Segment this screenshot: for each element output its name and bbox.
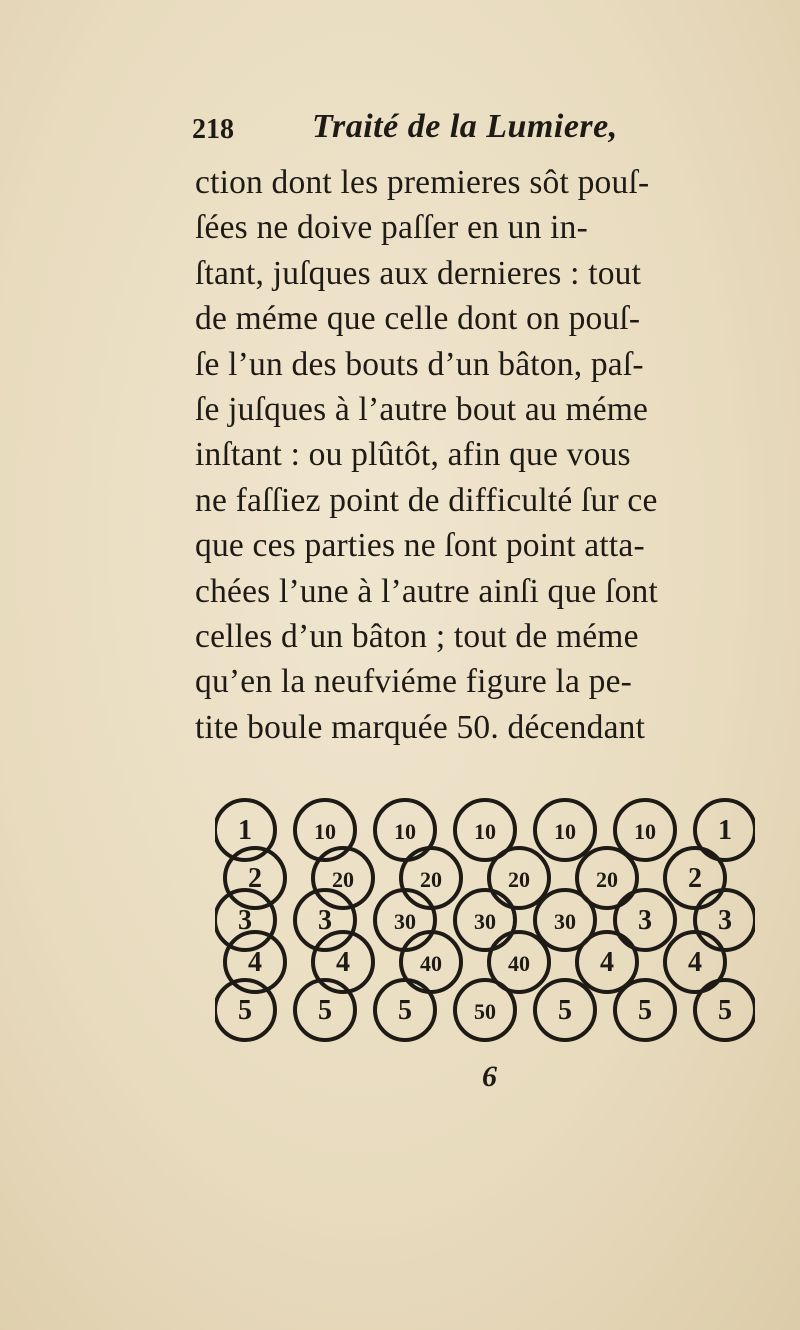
ball-5 [615,980,675,1040]
text-line: celles d’un bâton ; tout de méme [195,617,639,655]
ball-number: 5 [718,995,732,1026]
ball-number: 30 [554,909,576,934]
ball-number: 2 [248,863,262,894]
ball-5 [375,980,435,1040]
ball-number: 3 [638,905,652,936]
ball-40 [401,932,461,992]
ball-number: 4 [336,947,350,978]
ball-4 [313,932,373,992]
ball-30 [455,890,515,950]
ball-number: 3 [238,905,252,936]
text-line: inſtant : ou plûtôt, afin que vous [195,436,631,474]
text-line: ſtant, juſques aux dernieres : tout [195,254,642,292]
ball-30 [375,890,435,950]
ball-number: 5 [638,995,652,1026]
ball-5 [695,980,755,1040]
ball-number: 20 [420,867,442,892]
ball-number: 5 [238,995,252,1026]
text-line: ction dont les premieres sôt pouſ- [195,164,650,201]
ball-number: 20 [332,867,354,892]
ball-20 [489,848,549,908]
ball-5 [295,980,355,1040]
ball-number: 5 [558,995,572,1026]
ball-number: 5 [398,995,412,1026]
ball-50 [455,980,515,1040]
ball-number: 40 [420,951,442,976]
figure-label: 6 [482,1060,497,1093]
text-line: de méme que celle dont on pouſ- [195,300,641,338]
text-line: ſe juſques à l’autre bout au méme [195,390,649,428]
ball-10 [295,800,355,860]
text-line: qu’en la neufviéme figure la pe- [195,663,633,701]
ball-number: 4 [248,947,262,978]
ball-5 [535,980,595,1040]
text-line: ſe l’un des bouts d’un bâton, paſ- [195,345,644,383]
running-title: Traité de la Lumiere, [312,108,618,145]
text-line: tite boule marquée 50. décendant [195,708,646,746]
text-line: chées l’une à l’autre ainſi que ſont [195,572,658,610]
ball-number: 30 [474,909,496,934]
ball-number: 5 [318,995,332,1026]
ball-number: 3 [718,905,732,936]
ball-diagram [215,770,755,1070]
ball-10 [375,800,435,860]
text-line: que ces parties ne ſont point atta- [195,527,645,565]
ball-number: 10 [634,819,656,844]
ball-20 [401,848,461,908]
ball-10 [535,800,595,860]
ball-3 [615,890,675,950]
ball-number: 10 [314,819,336,844]
ball-20 [313,848,373,908]
body-text [195,160,755,750]
ball-number: 10 [394,819,416,844]
ball-number: 2 [688,863,702,894]
ball-number: 50 [474,999,496,1024]
ball-3 [215,890,275,950]
ball-figure [215,770,755,1070]
ball-number: 10 [474,819,496,844]
text-line: ne faſſiez point de difficulté ſur ce [195,481,658,519]
ball-number: 3 [318,905,332,936]
page-header [192,108,752,152]
ball-2 [665,848,725,908]
ball-3 [295,890,355,950]
ball-number: 1 [718,815,732,846]
ball-number: 30 [394,909,416,934]
ball-number: 1 [238,815,252,846]
ball-3 [695,890,755,950]
ball-number: 20 [508,867,530,892]
page-number: 218 [192,114,234,145]
ball-number: 20 [596,867,618,892]
ball-number: 10 [554,819,576,844]
ball-number: 40 [508,951,530,976]
text-line: ſées ne doive paſſer en un in- [195,209,588,247]
ball-number: 4 [600,947,614,978]
ball-number: 4 [688,947,702,978]
